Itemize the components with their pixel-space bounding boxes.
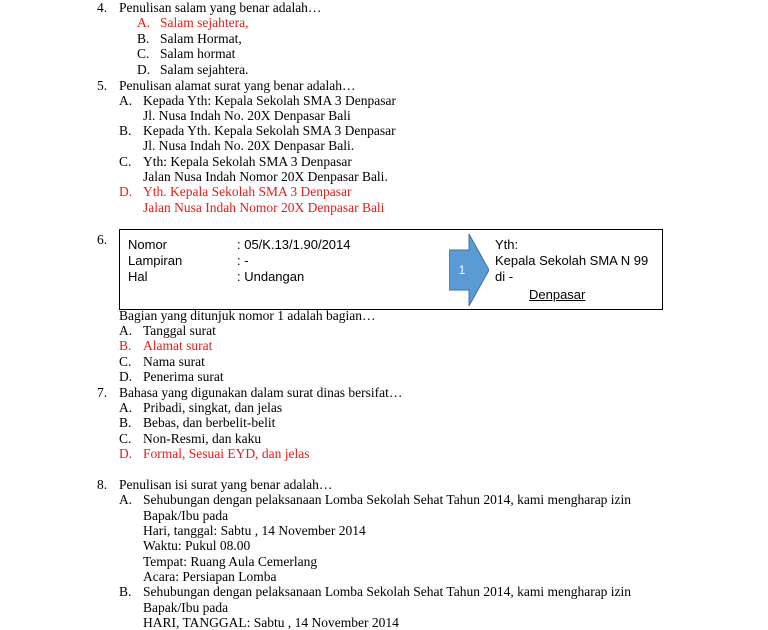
q5-option-d-line1: Yth. Kepala Sekolah SMA 3 Denpasar [143, 184, 352, 199]
q6-option-b-text: Alamat surat [143, 338, 213, 353]
q4-option-d-text: Salam sejahtera. [160, 62, 249, 77]
box-value-hal: : Undangan [237, 269, 305, 284]
q5-option-a-line2: Jl. Nusa Indah No. 20X Denpasar Bali [143, 108, 351, 123]
q5-question: Penulisan alamat surat yang benar adalah… [119, 78, 356, 93]
q4-option-c-label: C. [137, 46, 150, 61]
q4-option-b-label: B. [137, 31, 150, 46]
q8-option-a-line3: Hari, tanggal: Sabtu , 14 November 2014 [143, 523, 366, 538]
q7-number: 7. [97, 385, 108, 400]
q4-option-a-text: Salam sejahtera, [160, 15, 249, 30]
q8-question: Penulisan isi surat yang benar adalah… [119, 477, 333, 492]
box-key-hal: Hal [128, 269, 148, 284]
arrow-marker-icon [449, 234, 489, 306]
q7-option-c-label: C. [119, 431, 132, 446]
q5-option-d-label: D. [119, 184, 133, 199]
address-di: di - [495, 269, 514, 284]
address-city: Denpasar [529, 287, 586, 302]
q7-option-d-label: D. [119, 446, 133, 461]
box-key-lampiran: Lampiran [128, 253, 183, 268]
q6-option-d-text: Penerima surat [143, 369, 224, 384]
q5-option-a-line1: Kepada Yth: Kepala Sekolah SMA 3 Denpasar [143, 93, 396, 108]
q8-option-a-line5: Tempat: Ruang Aula Cemerlang [143, 554, 318, 569]
q8-option-b-line2: Bapak/Ibu pada [143, 600, 229, 615]
q5-option-d-line2: Jalan Nusa Indah Nomor 20X Denpasar Bali [143, 200, 385, 215]
q8-option-b-label: B. [119, 584, 132, 599]
q7-option-b-text: Bebas, dan berbelit-belit [143, 415, 276, 430]
q8-option-a-line2: Bapak/Ibu pada [143, 508, 229, 523]
q7-option-c-text: Non-Resmi, dan kaku [143, 431, 262, 446]
q4-option-c-text: Salam hormat [160, 46, 236, 61]
q7-option-a-text: Pribadi, singkat, dan jelas [143, 400, 283, 415]
q8-option-a-line1: Sehubungan dengan pelaksanaan Lomba Sekolah Sehat Tahun 2014, kami mengharap izin [143, 492, 632, 507]
q6-option-a-text: Tanggal surat [143, 323, 216, 338]
q6-number: 6. [97, 232, 108, 247]
address-recipient: Kepala Sekolah SMA N 99 [495, 253, 649, 268]
q5-option-c-line2: Jalan Nusa Indah Nomor 20X Denpasar Bali. [143, 169, 388, 184]
q8-option-a-line4: Waktu: Pukul 08.00 [143, 538, 251, 553]
arrow-number-label: 1 [458, 263, 466, 277]
q6-option-c-label: C. [119, 354, 132, 369]
q6-option-c-text: Nama surat [143, 354, 205, 369]
q6-option-a-label: A. [119, 323, 133, 338]
q5-option-c-label: C. [119, 154, 132, 169]
q5-option-b-label: B. [119, 123, 132, 138]
q8-option-a-label: A. [119, 492, 133, 507]
q7-option-b-label: B. [119, 415, 132, 430]
q4-question: Penulisan salam yang benar adalah… [119, 0, 322, 15]
box-value-nomor: : 05/K.13/1.90/2014 [237, 237, 351, 252]
q4-number: 4. [97, 0, 108, 15]
q5-option-b-line1: Kepada Yth. Kepala Sekolah SMA 3 Denpasar [143, 123, 396, 138]
q8-option-a-line6: Acara: Persiapan Lomba [143, 569, 277, 584]
box-value-lampiran: : - [237, 253, 249, 268]
q7-question: Bahasa yang digunakan dalam surat dinas bersifat… [119, 385, 403, 400]
q5-number: 5. [97, 78, 108, 93]
q8-number: 8. [97, 477, 108, 492]
q6-question: Bagian yang ditunjuk nomor 1 adalah bagian… [119, 308, 376, 323]
q4-option-d-label: D. [137, 62, 151, 77]
address-yth: Yth: [495, 237, 519, 252]
q5-option-b-line2: Jl. Nusa Indah No. 20X Denpasar Bali. [143, 138, 355, 153]
q4-option-a-label: A. [137, 15, 151, 30]
q7-option-a-label: A. [119, 400, 133, 415]
q4-option-b-text: Salam Hormat, [160, 31, 242, 46]
box-key-nomor: Nomor [128, 237, 168, 252]
q6-option-d-label: D. [119, 369, 133, 384]
letter-header-box [119, 229, 663, 310]
q6-option-b-label: B. [119, 338, 132, 353]
q8-option-b-line1: Sehubungan dengan pelaksanaan Lomba Sekolah Sehat Tahun 2014, kami mengharap izin [143, 584, 632, 599]
q5-option-a-label: A. [119, 93, 133, 108]
q8-option-b-line3: HARI, TANGGAL: Sabtu , 14 November 2014 [143, 615, 399, 630]
q7-option-d-text: Formal, Sesuai EYD, dan jelas [143, 446, 310, 461]
q5-option-c-line1: Yth: Kepala Sekolah SMA 3 Denpasar [143, 154, 352, 169]
